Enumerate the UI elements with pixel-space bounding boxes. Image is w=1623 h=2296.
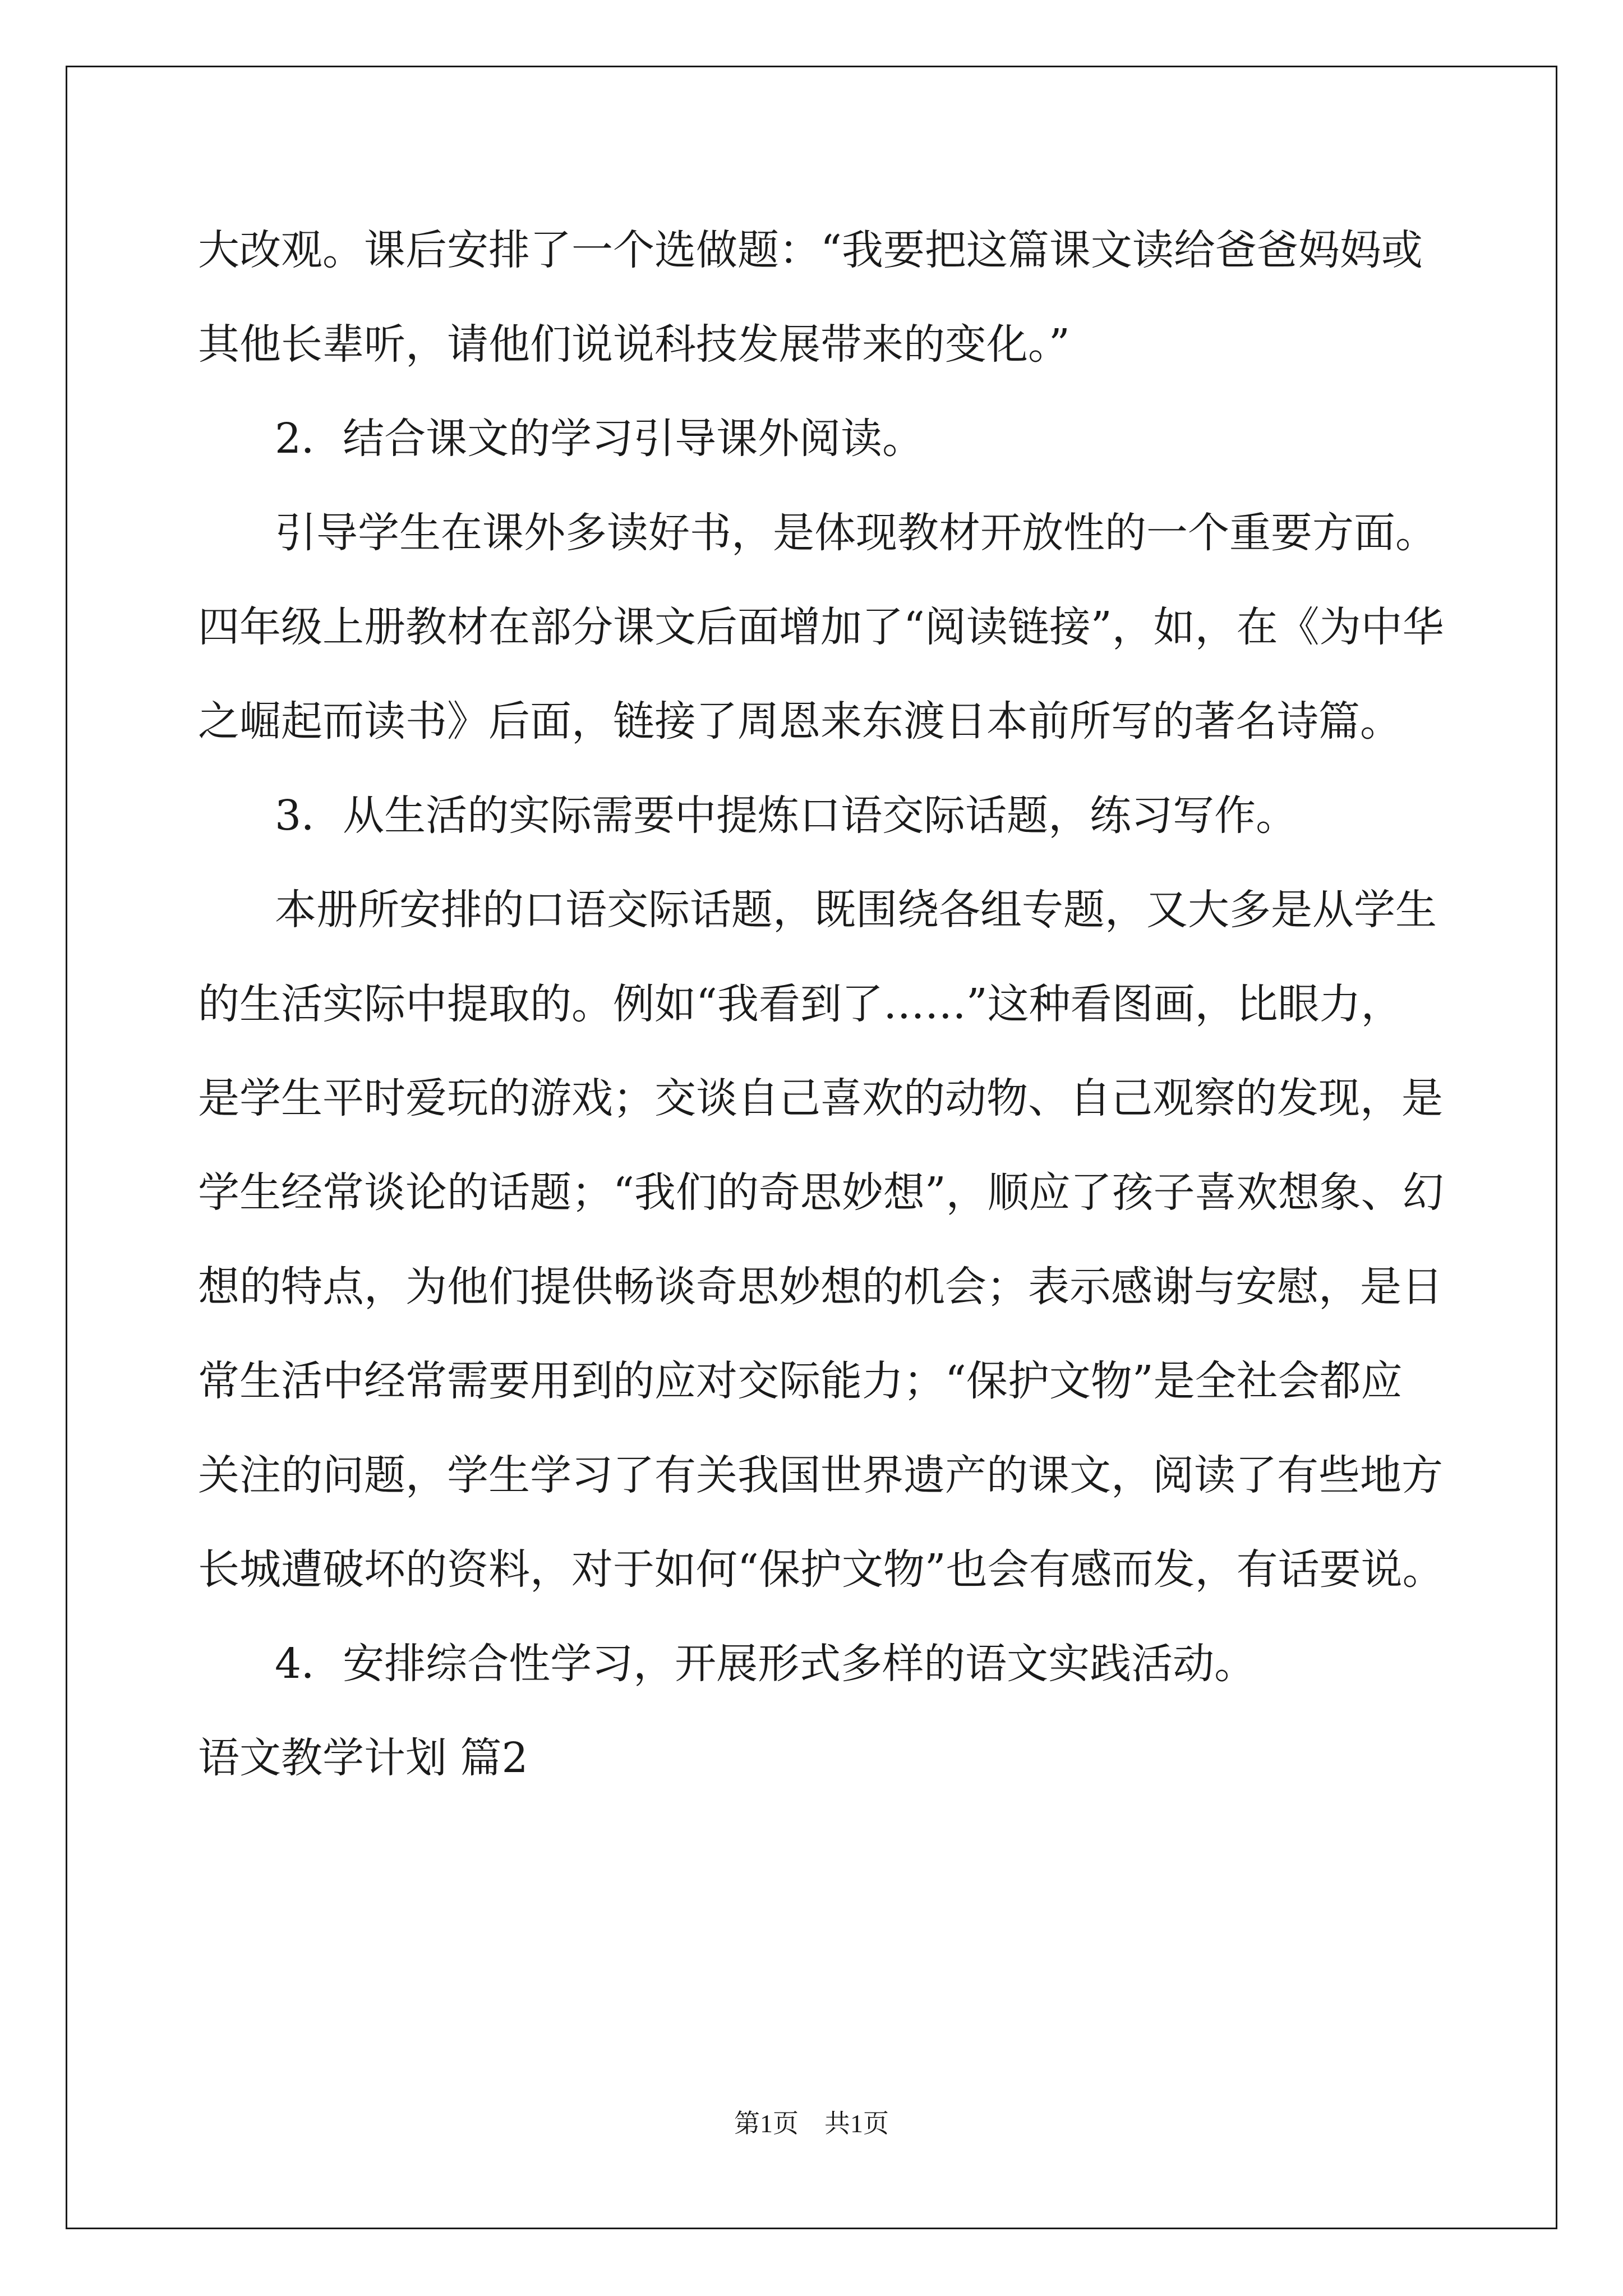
body-line-15: 长城遭破坏的资料，对于如何“保护文物”也会有感而发，有话要说。 [198, 1545, 1444, 1594]
body-line-11: 学生经常谈论的话题；“我们的奇思妙想”，顺应了孩子喜欢想象、幻 [198, 1168, 1444, 1217]
list-item-4-heading: 4．安排综合性学习，开展形式多样的语文实践活动。 [275, 1640, 1256, 1688]
body-line-8: 本册所安排的口语交际话题，既围绕各组专题，又大多是从学生 [275, 886, 1437, 934]
body-line-13: 常生活中经常需要用到的应对交际能力；“保护文物”是全社会都应 [198, 1357, 1403, 1405]
section-heading: 语文教学计划 篇2 [198, 1734, 528, 1782]
page-number: 第1页 共1页 [734, 2109, 889, 2138]
body-line-1: 大改观。课后安排了一个选做题：“我要把这篇课文读给爸爸妈妈或 [198, 226, 1423, 274]
body-line-10: 是学生平时爱玩的游戏；交谈自己喜欢的动物、自己观察的发现，是 [198, 1074, 1443, 1122]
body-line-5: 四年级上册教材在部分课文后面增加了“阅读链接”，如，在《为中华 [198, 603, 1444, 651]
list-item-2-heading: 2．结合课文的学习引导课外阅读。 [275, 415, 924, 463]
body-line-12: 想的特点，为他们提供畅谈奇思妙想的机会；表示感谢与安慰，是日 [198, 1263, 1443, 1311]
body-line-14: 关注的问题，学生学习了有关我国世界遗产的课文，阅读了有些地方 [198, 1451, 1443, 1499]
page-border [66, 66, 1557, 2229]
body-line-6: 之崛起而读书》后面，链接了周恩来东渡日本前所写的著名诗篇。 [198, 697, 1401, 746]
body-line-9: 的生活实际中提取的。例如“我看到了……”这种看图画，比眼力， [198, 980, 1403, 1028]
body-line-2: 其他长辈听，请他们说说科技发展带来的变化。” [198, 320, 1070, 369]
body-line-4: 引导学生在课外多读好书，是体现教材开放性的一个重要方面。 [275, 509, 1437, 557]
list-item-3-heading: 3．从生活的实际需要中提炼口语交际话题，练习写作。 [275, 792, 1298, 840]
